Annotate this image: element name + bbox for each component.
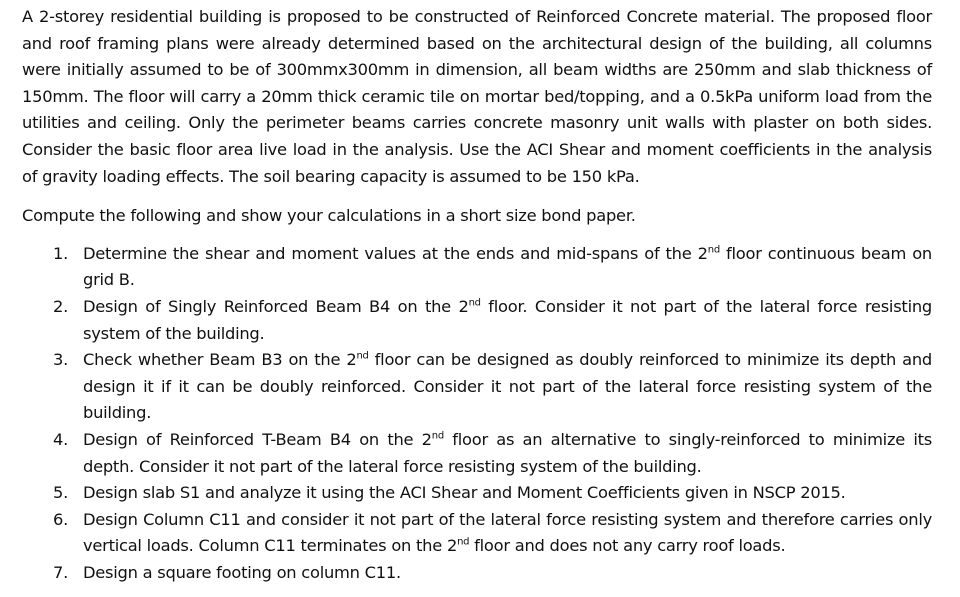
task-text: Design Column C11 and consider it not part of the lateral force resisting system and therefore carries only vertical loads. Column C11 terminates on the 2 [83, 509, 932, 556]
task-text: Determine the shear and moment values at the ends and mid-spans of the 2 [83, 243, 708, 263]
task-number: 2. [53, 296, 69, 316]
task-text-continued: floor. Consider it not part of the lateral force resisting system of the building. [83, 296, 932, 343]
ordinal-suffix: nd [707, 244, 720, 256]
task-item [22, 427, 932, 480]
ordinal-suffix: nd [468, 297, 481, 309]
task-text-continued: floor continuous beam on grid B. [83, 243, 932, 290]
task-text: Check whether Beam B3 on the 2 [83, 350, 357, 370]
task-item [22, 241, 932, 294]
task-number: 4. [53, 429, 69, 449]
task-number: 3. [53, 350, 69, 370]
task-number: 5. [53, 483, 69, 503]
task-list [22, 241, 932, 587]
task-text-continued: floor and does not any carry roof loads. [469, 536, 786, 556]
task-text-continued: floor can be designed as doubly reinforced to minimize its depth and design it if it can be doubly reinforced. Consider it not part of the lateral force resisting system of the building. [83, 350, 932, 423]
task-number: 6. [53, 509, 69, 529]
instruction-paragraph: Compute the following and show your calculations in a short size bond paper. [22, 206, 636, 226]
task-text: Design of Reinforced T-Beam B4 on the 2 [83, 429, 432, 449]
task-item [22, 507, 932, 560]
task-item [22, 560, 932, 587]
task-item [22, 480, 932, 507]
intro-paragraph: A 2-storey residential building is proposed to be constructed of Reinforced Concrete material. The proposed floor and roof framing plans were already determined based on the architectural design of the building, all columns were initially assumed to be of 300mmx300mm in dimension, all beam widths are 250mm and slab thickness of 150mm. The floor will carry a 20mm thick ceramic tile on mortar bed/topping, and a 0.5kPa uniform load from the utilities and ceiling. Only the perimeter beams carries concrete masonry unit walls with plaster on both sides. Consider the basic floor area live load in the analysis. Use the ACI Shear and moment coefficients in the analysis of gravity loading effects. The soil bearing capacity is assumed to be 150 kPa. [22, 7, 932, 186]
task-number: 1. [53, 243, 69, 263]
task-number: 7. [53, 562, 69, 582]
task-text: Design slab S1 and analyze it using the ACI Shear and Moment Coefficients given in NSCP 2015. [83, 483, 846, 503]
task-item [22, 294, 932, 347]
task-text: Design a square footing on column C11. [83, 562, 401, 582]
ordinal-suffix: nd [431, 430, 444, 442]
ordinal-suffix: nd [356, 350, 369, 362]
task-item [22, 347, 932, 427]
ordinal-suffix: nd [457, 536, 470, 548]
task-text-continued: floor as an alternative to singly-reinforced to minimize its depth. Consider it not part of the lateral force resisting system of the building. [83, 429, 933, 476]
task-text: Design of Singly Reinforced Beam B4 on the 2 [83, 296, 469, 316]
